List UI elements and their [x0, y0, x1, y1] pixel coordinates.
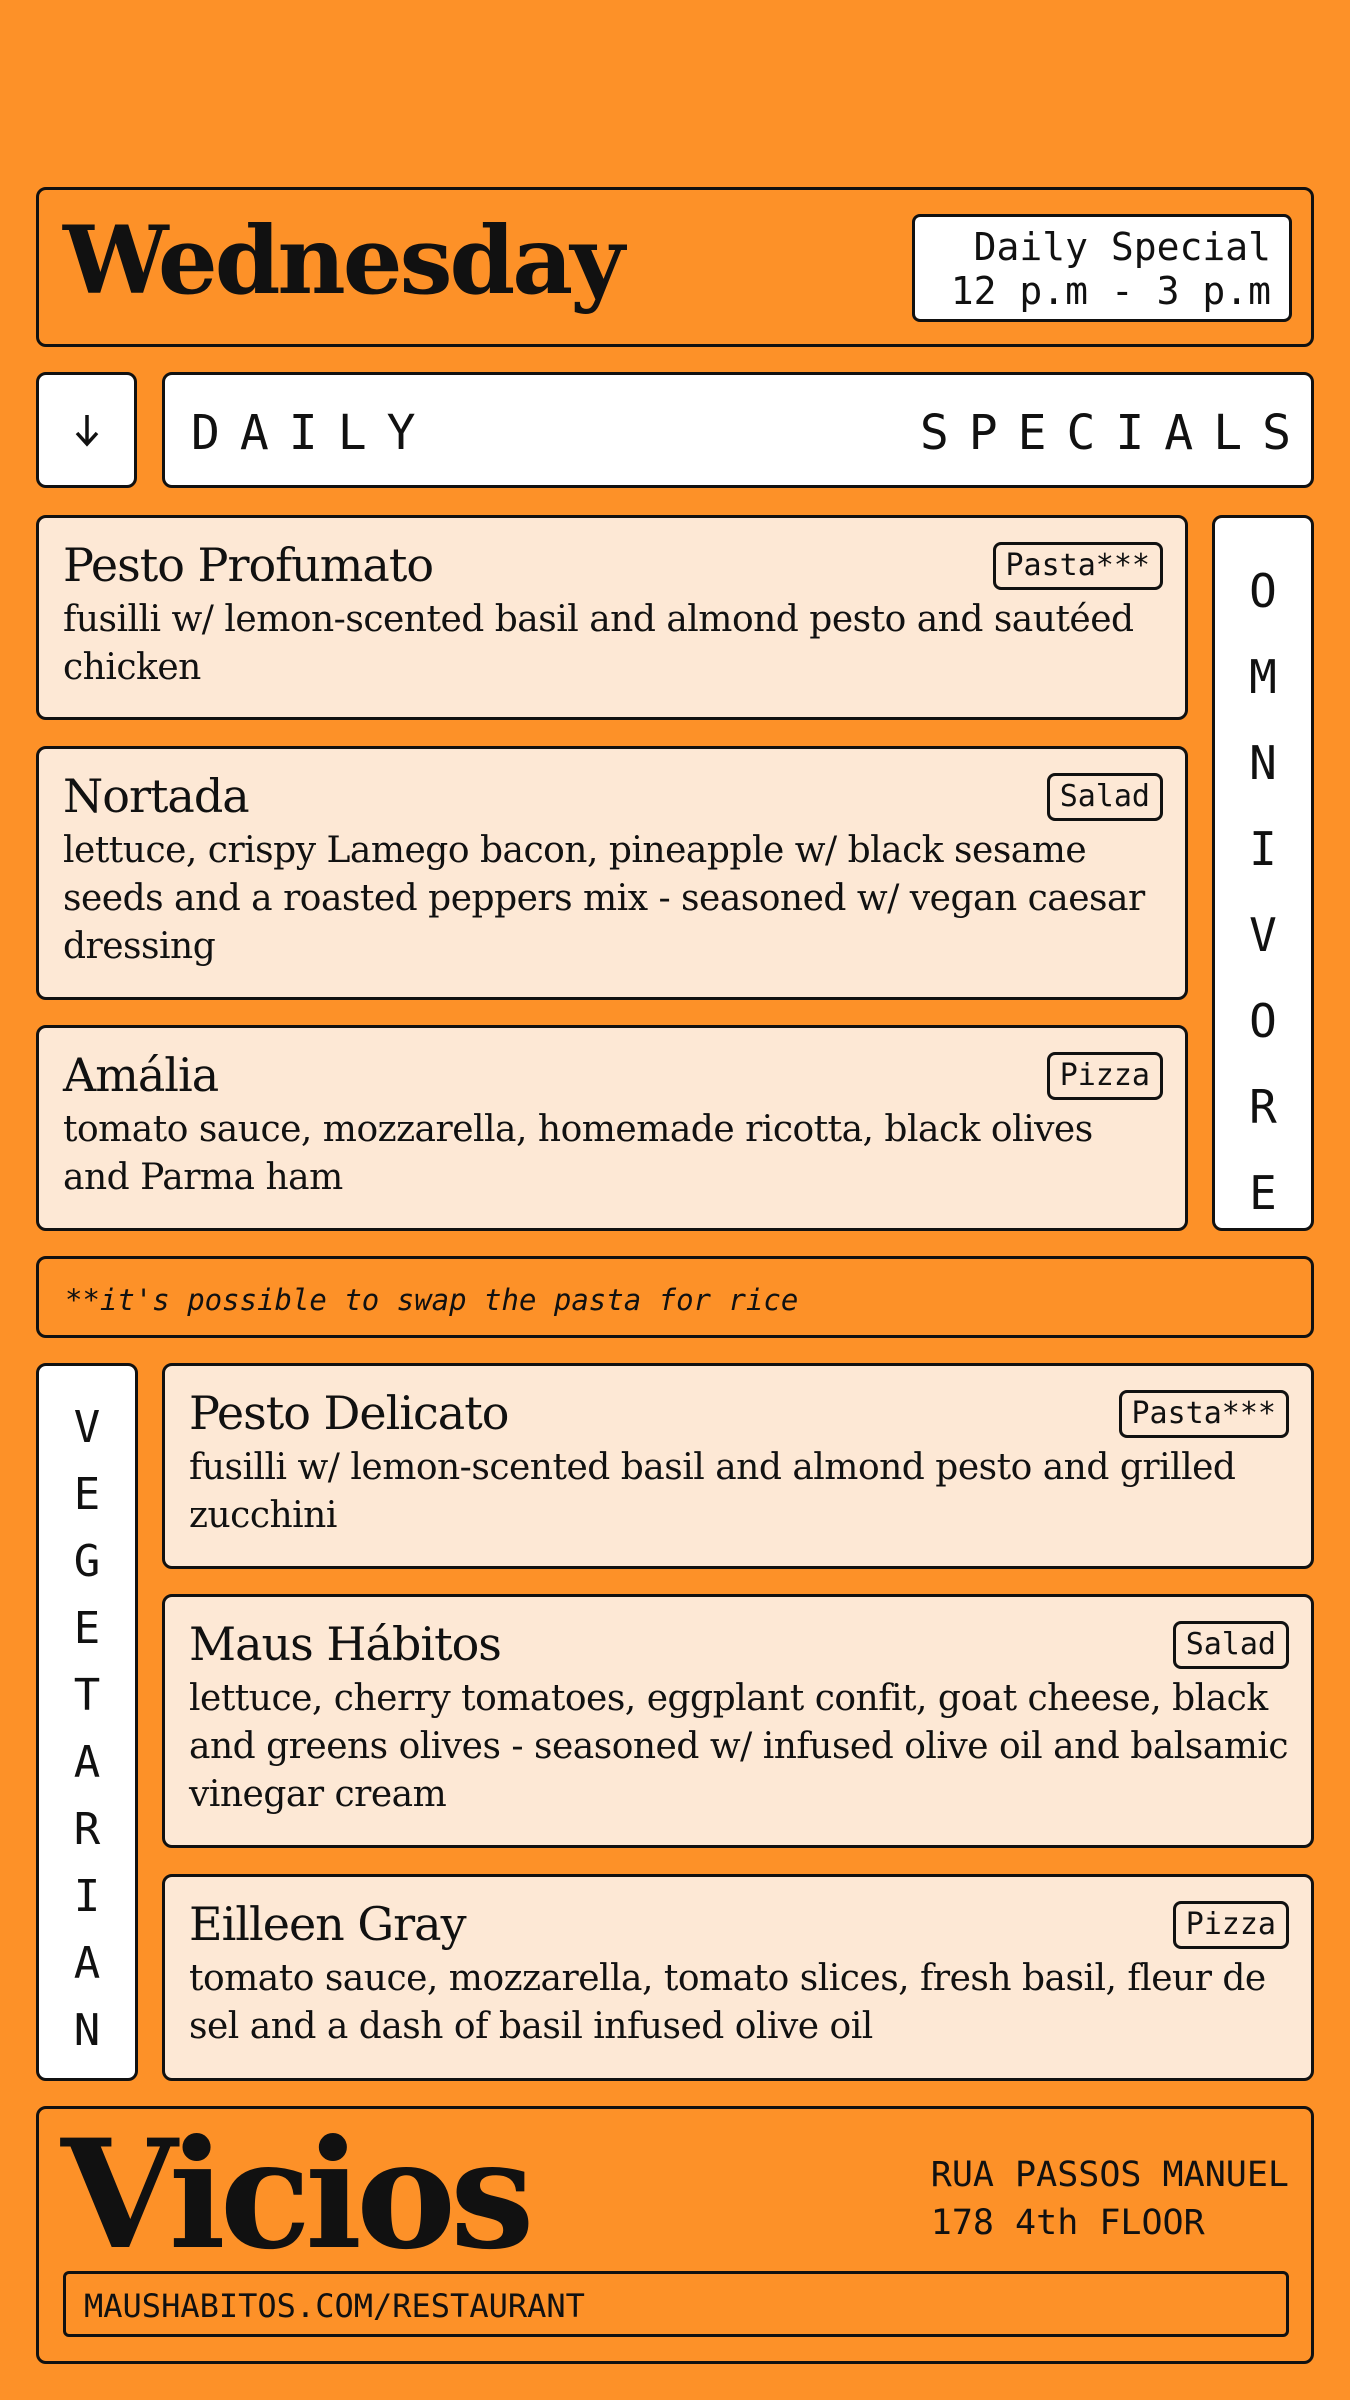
label-letter: R [1249, 1080, 1277, 1134]
dish-name: Maus Hábitos [189, 1617, 501, 1671]
dish-tag: Pasta*** [993, 542, 1164, 590]
website-url-link[interactable]: MAUSHABITOS.COM/RESTAURANT [84, 2287, 585, 2325]
address-block [931, 2151, 1289, 2247]
daily-specials-bar [162, 372, 1314, 488]
dish-tag: Salad [1047, 773, 1163, 821]
vegetarian-vertical-label [36, 1363, 138, 2081]
daily-word: DAILY [191, 405, 436, 461]
specials-word: SPECIALS [919, 405, 1311, 461]
label-letter: E [73, 1469, 101, 1520]
label-letter: A [73, 1737, 101, 1788]
hours-box [912, 214, 1292, 322]
dish-description: fusilli w/ lemon-scented basil and almond pesto and sautéed chicken [63, 599, 1134, 688]
dish-name: Nortada [63, 769, 249, 823]
dish-name: Amália [63, 1048, 219, 1102]
dish-description: lettuce, crispy Lamego bacon, pineapple w/ black sesame seeds and a roasted peppers mix - seasoned w/ vegan caesar dressing [63, 830, 1145, 967]
label-letter: V [73, 1402, 101, 1453]
footer-panel [36, 2106, 1314, 2364]
dish-card-nortada [36, 746, 1188, 1000]
dish-name: Pesto Delicato [189, 1386, 509, 1440]
dish-card-amalia [36, 1025, 1188, 1231]
dish-name: Eilleen Gray [189, 1897, 466, 1951]
address-line: RUA PASSOS MANUEL [930, 2155, 1289, 2195]
brand-logo: Vicios [61, 2107, 529, 2283]
label-letter: E [1249, 1166, 1277, 1220]
dish-tag: Pasta*** [1119, 1390, 1290, 1438]
day-title: Wednesday [63, 206, 622, 316]
special-label: Daily Special [973, 225, 1271, 269]
label-letter: T [73, 1670, 101, 1721]
label-letter: O [1249, 994, 1277, 1048]
label-letter: G [73, 1536, 101, 1587]
label-letter: N [1249, 736, 1277, 790]
website-url-box[interactable] [63, 2271, 1289, 2337]
dish-description: tomato sauce, mozzarella, tomato slices, fresh basil, fleur de sel and a dash of basil infused olive oil [189, 1958, 1266, 2047]
dish-description: fusilli w/ lemon-scented basil and almond pesto and grilled zucchini [189, 1447, 1236, 1536]
dish-name: Pesto Profumato [63, 538, 434, 592]
dish-description: lettuce, cherry tomatoes, eggplant confit, goat cheese, black and greens olives - seasoned w/ infused olive oil and balsamic vinegar cream [189, 1678, 1289, 1815]
dish-card-eilleen-gray [162, 1874, 1314, 2081]
label-letter: V [1249, 908, 1277, 962]
label-letter: M [1249, 650, 1277, 704]
label-letter: N [73, 2005, 101, 2056]
label-letter: A [73, 1938, 101, 1989]
dish-card-pesto-delicato [162, 1363, 1314, 1569]
dish-card-pesto-profumato [36, 515, 1188, 720]
dish-tag: Salad [1173, 1621, 1289, 1669]
dish-tag: Pizza [1173, 1901, 1289, 1949]
arrow-down-icon [72, 412, 102, 448]
header-panel [36, 187, 1314, 347]
label-letter: I [73, 1871, 101, 1922]
dish-card-maus-habitos [162, 1594, 1314, 1848]
label-letter: O [1249, 564, 1277, 618]
label-letter: R [73, 1804, 101, 1855]
omnivore-vertical-label [1212, 515, 1314, 1231]
address-line: 178 4th FLOOR [930, 2203, 1205, 2243]
label-letter: E [73, 1603, 101, 1654]
hours-text: 12 p.m - 3 p.m [950, 269, 1271, 313]
dish-description: tomato sauce, mozzarella, homemade ricotta, black olives and Parma ham [63, 1109, 1093, 1198]
pasta-swap-note [36, 1256, 1314, 1338]
label-letter: I [1249, 822, 1277, 876]
arrow-down-box [36, 372, 137, 488]
dish-tag: Pizza [1047, 1052, 1163, 1100]
note-text: **it's possible to swap the pasta for rice [65, 1283, 799, 1317]
